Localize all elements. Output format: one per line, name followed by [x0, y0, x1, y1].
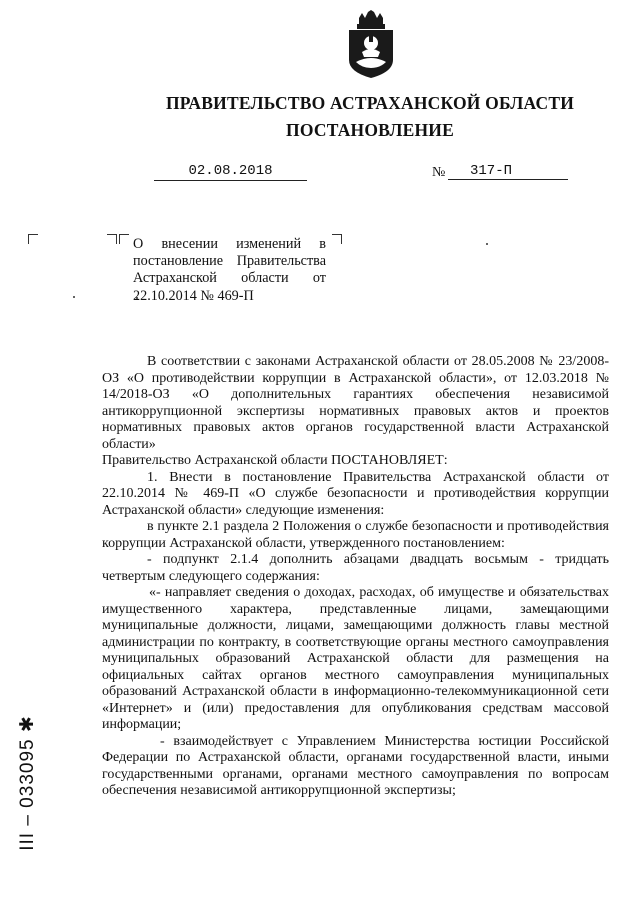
number-sign: №: [432, 165, 446, 180]
coat-of-arms-emblem: [344, 10, 398, 80]
document-type-title: ПОСТАНОВЛЕНИЕ: [286, 120, 454, 140]
document-number: 317-П: [470, 163, 513, 179]
body-paragraph: Правительство Астраханской области ПОСТАНОВЛЯЕТ:: [102, 453, 448, 468]
body-paragraph: в пункте 2.1 раздела 2 Положения о службе безопасности и противодействия коррупции Астраханской области, утвержденного постановлением:: [102, 519, 609, 551]
body-paragraph: - подпункт 2.1.4 дополнить абзацами двадцать восьмым - тридцать четвертым следующего содержания:: [102, 552, 609, 584]
document-body: [102, 354, 609, 800]
organization-title: ПРАВИТЕЛЬСТВО АСТРАХАНСКОЙ ОБЛАСТИ: [165, 93, 575, 113]
body-paragraph: 1. Внести в постановление Правительства Астраханской области от 22.10.2014 № 469-П «О службе безопасности и противодействия коррупции Астраханской области» следующие изменения:: [102, 469, 609, 518]
date-field: [154, 161, 307, 181]
body-paragraph: «- направляет сведения о доходах, расходах, об имуществе и обязательствах имущественного характера, представленные лицами, замещающими муниципальные должности, лицами, замещающими должность главы местной администрации по контракту, в соответствующие органы местного самоуправления муниципальных образований Астраханской области для размещения на официальных сайтах органов местного самоуправления муниципальных образований Астраханской области в информационно-телекоммуникационной сети «Интернет» и (или) предоставления для опубликования средствам массовой информации;: [102, 585, 609, 732]
left-corner-mark: [28, 234, 38, 244]
body-paragraph: - взаимодействует с Управлением Министерства юстиции Российской Федерации по Астраханской области, органами государственной власти, иными государственными органами, органами местного самоуправления по вопросам обеспечения независимой антикоррупционной экспертизы;: [102, 733, 609, 798]
subject-corner-mark-right: [332, 234, 342, 244]
serial-number-stamp: III – 033095 ✱: [17, 715, 38, 851]
document-date: 02.08.2018: [188, 163, 273, 179]
subject-corner-mark-left-inner: [119, 234, 129, 244]
speck: [486, 243, 488, 245]
number-field: [448, 161, 568, 180]
speck: [73, 296, 75, 298]
subject-corner-mark-left: [107, 234, 117, 244]
document-subject: О внесении изменений в постановление Правительства Астраханской области от 22.10.2014 № 469-П: [133, 236, 326, 304]
body-paragraph: В соответствии с законами Астраханской области от 28.05.2008 № 23/2008-ОЗ «О противодействии коррупции в Астраханской области», от 12.03.2018 № 14/2018-ОЗ «О дополнительных гарантиях обеспечения независимой антикоррупционной экспертизы нормативных правовых актов и проектов нормативных правовых актов органов государственной власти Астраханской области»: [102, 354, 609, 452]
